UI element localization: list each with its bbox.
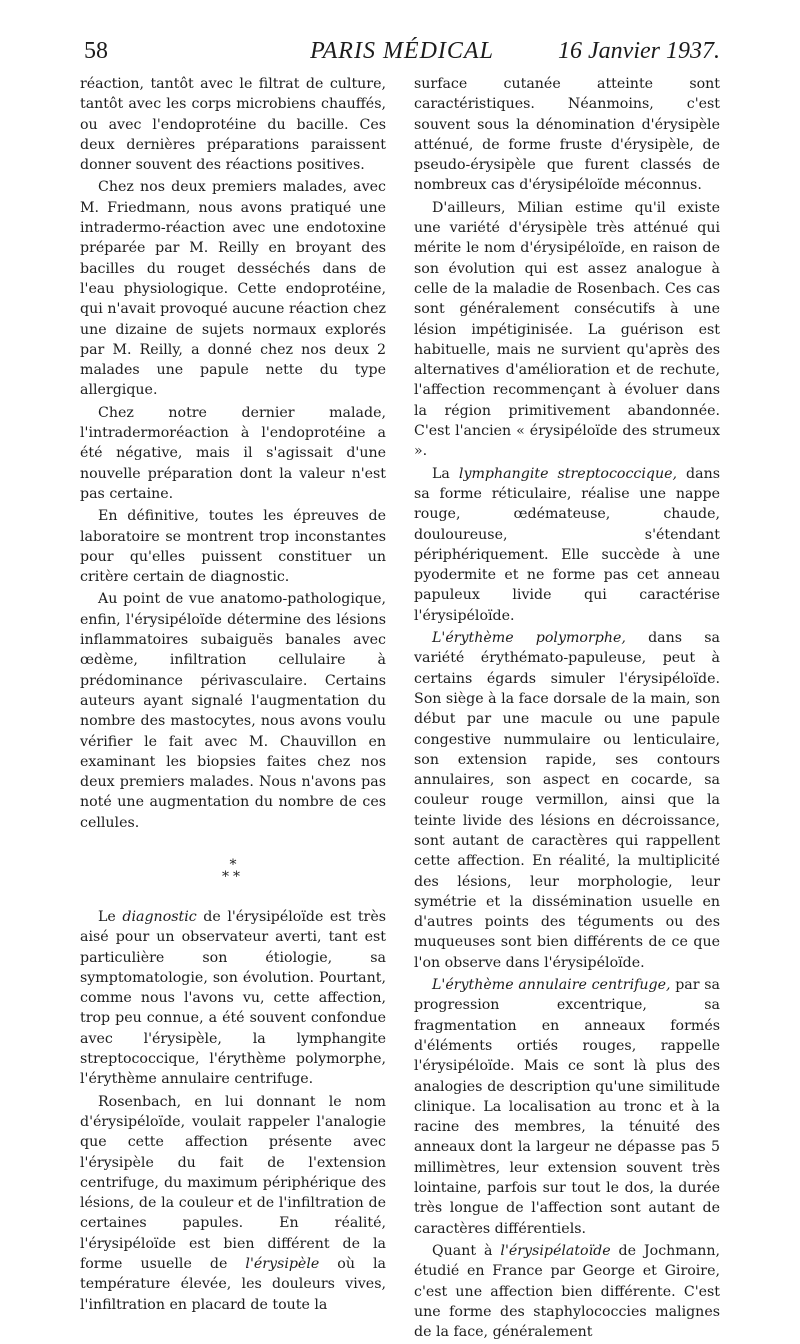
paragraph: Chez notre dernier malade, l'intradermoréaction à l'endoprotéine a été négative, mais il s'agissait d'une nouvelle préparation dont la valeur n'est pas certaine. [80,404,386,502]
paragraph [414,628,720,973]
separator-star-top: * [229,856,237,873]
text-run: où la température élevée, les douleurs vives, l'infiltration en placard de toute la [80,1256,387,1313]
paragraph [80,1092,386,1315]
page-header [84,38,720,68]
italic-term: l'érysipélatoïde [500,1242,611,1259]
paragraph [414,975,720,1239]
paragraph [80,907,386,1090]
text-run: par sa progression excentrique, sa fragmentation en anneaux formés d'éléments ortiés rouges, rappelle l'érysipéloïde. Mais ce sont là plus des analogies de description qu'une similitude clinique. La localisation au tronc et à la racine des membres, la ténuité des anneaux dont la largeur ne dépasse pas 5 millimètres, leur extension souvent très lointaine, parfois sur tout le dos, la durée très longue de l'affection sont autant de caractères différentiels. [414,977,720,1237]
paragraph: Au point de vue anatomo-pathologique, enfin, l'érysipéloïde détermine des lésions inflammatoires subaiguës banales avec œdème, infiltration cellulaire à prédominance périvasculaire. Certains auteurs ayant signalé l'augmentation du nombre des mastocytes, nous avons voulu vérifier le fait avec M. Chauvillon en examinant les biopsies faites chez nos deux premiers malades. Nous n'avons pas noté une augmentation du nombre de ces cellules. [80,591,386,831]
text-run: de Jochmann, étudié en France par George et Giroire, c'est une affection bien différente. C'est une forme des staphylococcies malignes de la face, généralement [414,1242,720,1341]
issue-date: 16 Janvier 1937. [558,38,720,64]
paragraph: En définitive, toutes les épreuves de laboratoire se montrent trop inconstantes pour qu'elles puissent constituer un critère certain de diagnostic. [80,508,386,586]
paragraph [414,1241,720,1342]
text-run: Le [98,908,123,925]
italic-term: lymphangite streptococcique, [458,465,678,482]
separator-star-bottom: ** [222,868,244,885]
right-column [414,74,720,1344]
left-column [80,74,386,1317]
text-run: Quant à [432,1242,501,1259]
text-run: dans sa variété érythémato-papuleuse, peut à certains égards simuler l'érysipéloïde. Son siège à la face dorsale de la main, son début par une macule ou une papule congestive nummulaire ou lenticulaire, son extension rapide, ses contours annulaires, son aspect en cocarde, sa couleur rouge vermillon, ainsi que la teinte livide des lésions en décroissance, sont autant de caractères qui rappellent cette affection. En réalité, la multiplicité des lésions, leur morphologie, leur symétrie et la dissémination usuelle en d'autres points des téguments ou des muqueuses sont bien différents de ce que l'on observe dans l'érysipéloïde. [414,630,721,971]
text-run: La [432,465,459,482]
paragraph: D'ailleurs, Milian estime qu'il existe une variété d'érysipèle très atténué qui mérite le nom d'érysipéloïde, en raison de son évolution qui est assez analogue à celle de la maladie de Rosenbach. Ces cas sont généralement consécutifs à une lésion impétiginisée. La guérison est habituelle, mais ne survient qu'après des alternatives d'amélioration et de rechute, l'affection recommençant à évoluer dans la région primitivement abandonnée. C'est l'ancien « érysipéloïde des strumeux ». [414,199,720,460]
italic-term: L'érythème polymorphe, [432,630,626,647]
italic-term: L'érythème annulaire centrifuge, [432,977,671,994]
italic-term: diagnostic [122,908,197,925]
journal-title: PARIS MÉDICAL [310,38,494,64]
text-run: Rosenbach, en lui donnant le nom d'érysipéloïde, voulait rappeler l'analogie que cette affection présente avec l'érysipèle du fait de l'extension centrifuge, du maximum périphérique des lésions, de la couleur et de l'infiltration de certaines papules. En réalité, l'érysipéloïde est bien différent de la forme usuelle de [80,1093,386,1273]
paragraph: Chez nos deux premiers malades, avec M. Friedmann, nous avons pratiqué une intradermo-réaction avec une endotoxine préparée par M. Reilly en broyant des bacilles du rouget desséchés dans de l'eau physiologique. Cette endoprotéine, qui n'avait provoqué aucune réaction chez une dizaine de sujets normaux explorés par M. Reilly, a donné chez nos deux 2 malades une papule nette du type allergique. [80,179,386,399]
paragraph [414,464,720,626]
text-run: de l'érysipéloïde est très aisé pour un observateur averti, tant est particulière son étiologie, sa symptomatologie, son évolution. Pourtant, comme nous l'avons vu, cette affection, trop peu connue, a été souvent confondue avec l'érysipèle, la lymphangite streptococcique, l'érythème polymorphe, l'érythème annulaire centrifuge. [80,908,387,1088]
paragraph: réaction, tantôt avec le filtrat de culture, tantôt avec les corps microbiens chauffés, ou avec l'endoprotéine du bacille. Ces deux dernières préparations paraissent donner souvent des réactions positives. [80,76,386,174]
text-run: dans sa forme réticulaire, réalise une nappe rouge, œdémateuse, chaude, douloureuse, s'étendant périphériquement. Elle succède à une pyodermite et ne forme pas cet anneau papuleux livide qui caractérise l'érysipéloïde. [414,465,721,624]
paragraph: surface cutanée atteinte sont caractéristiques. Néanmoins, c'est souvent sous la dénomination d'érysipèle atténué, de forme fruste d'érysipèle, de pseudo-érysipèle que furent classés de nombreux cas d'érysipéloïde méconnus. [414,76,720,194]
page-number: 58 [84,38,108,64]
italic-term: l'érysipèle [245,1256,320,1273]
section-separator [80,856,386,885]
